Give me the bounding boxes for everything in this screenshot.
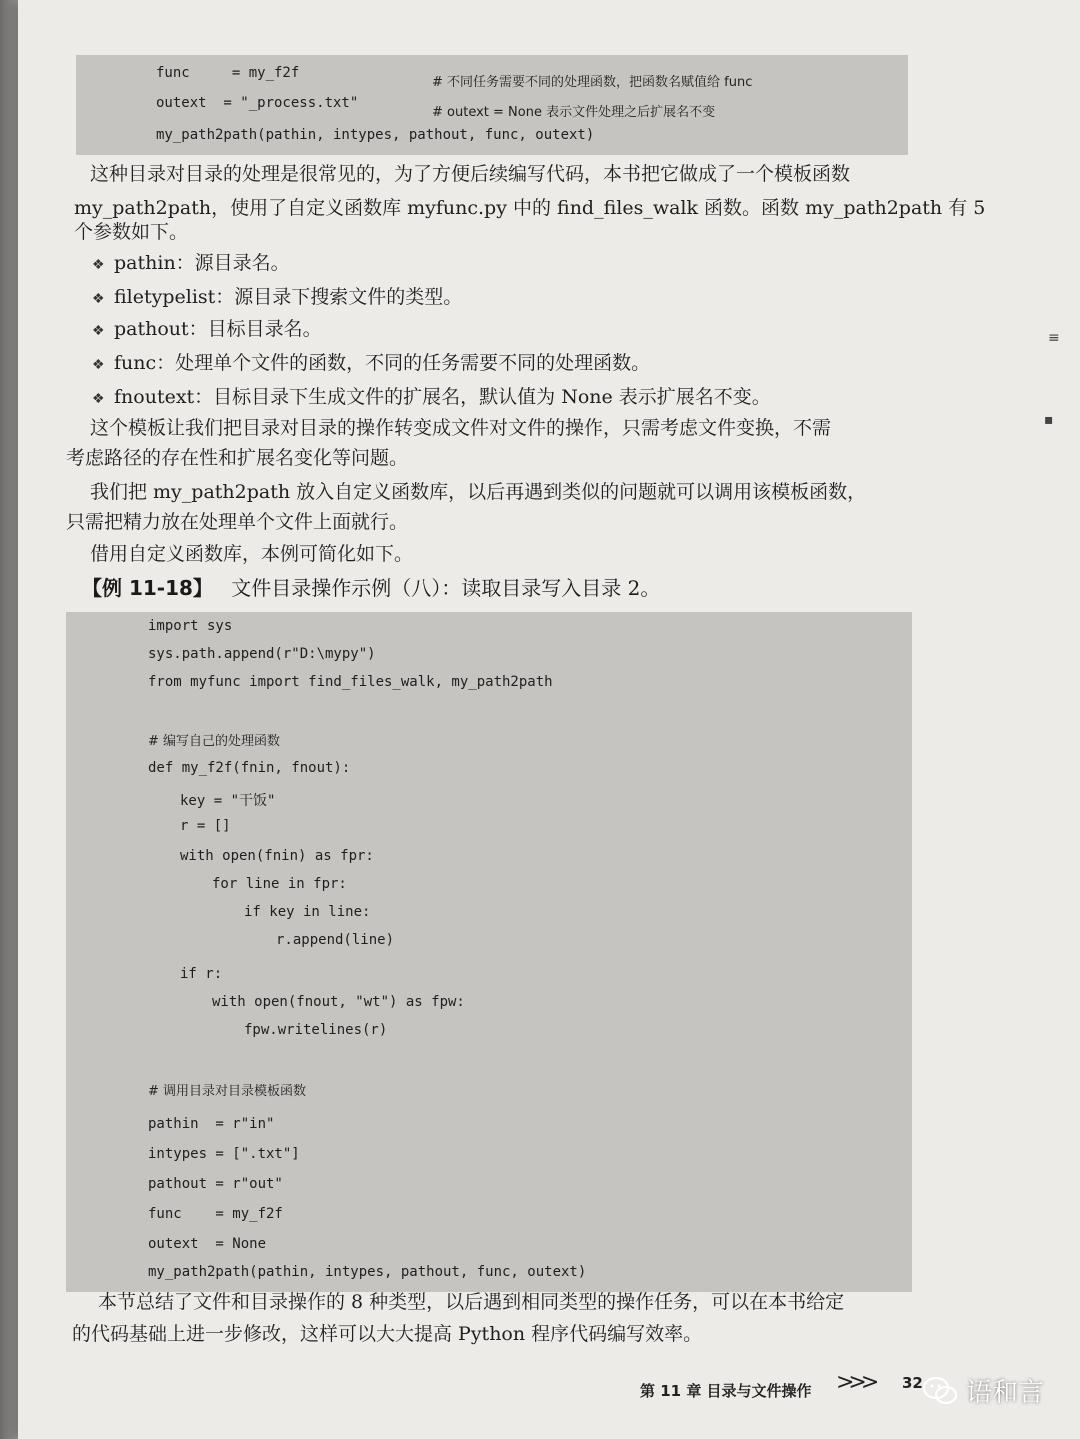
double-arrow-icon: >>>	[836, 1370, 874, 1395]
code-line: func = my_f2f	[148, 1206, 283, 1222]
code-line: r = []	[180, 818, 231, 834]
wechat-watermark	[922, 1372, 1044, 1409]
code-line: for line in fpr:	[212, 876, 347, 892]
summary-line-2: 的代码基础上进一步修改，这样可以大大提高 Python 程序代码编写效率。	[72, 1323, 703, 1345]
book-page	[18, 0, 1080, 1439]
book-spine-edge	[0, 0, 18, 1439]
page-number: 32	[902, 1374, 923, 1392]
intro-line-1: 这种目录对目录的处理是很常见的，为了方便后续编写代码，本书把它做成了一个模板函数	[90, 163, 851, 185]
code-line: if r:	[180, 966, 223, 982]
code-line: key = "干饭"	[180, 793, 276, 809]
chapter-footer: 第 11 章 目录与文件操作	[640, 1382, 812, 1400]
code-line: outext = "_process.txt"	[156, 95, 359, 111]
code-line: r.append(line)	[276, 932, 395, 948]
example-title: 文件目录操作示例（八）：读取目录写入目录 2。	[231, 576, 661, 600]
example-tag: 【例 11-18】	[82, 576, 213, 600]
code-line: my_path2path(pathin, intypes, pathout, func, outext)	[148, 1264, 587, 1280]
paragraph-3-line-2: 只需把精力放在处理单个文件上面就行。	[66, 511, 409, 533]
code-line: pathout = r"out"	[148, 1176, 283, 1192]
code-line: def my_f2f(fnin, fnout):	[148, 760, 351, 776]
param-item: ❖ pathin：源目录名。	[92, 252, 290, 274]
code-line: func = my_f2f	[156, 65, 300, 81]
diamond-bullet-icon: ❖	[92, 357, 105, 373]
param-item: ❖ fnoutext：目标目录下生成文件的扩展名，默认值为 None 表示扩展名不变。	[92, 386, 771, 408]
code-line: with open(fnin) as fpr:	[180, 848, 374, 864]
code-comment: # 调用目录对目录模板函数	[148, 1084, 307, 1099]
code-line: if key in line:	[244, 904, 371, 920]
example-heading	[82, 572, 660, 601]
main-code-block	[66, 612, 912, 1292]
diamond-bullet-icon: ❖	[92, 257, 105, 273]
code-line: import sys	[148, 618, 233, 634]
wechat-logo-icon	[922, 1376, 958, 1406]
top-code-block	[76, 55, 908, 155]
diamond-bullet-icon: ❖	[92, 323, 105, 339]
paragraph-2-line-2: 考虑路径的存在性和扩展名变化等问题。	[66, 447, 409, 469]
code-comment: # 编写自己的处理函数	[148, 734, 281, 749]
code-line: intypes = [".txt"]	[148, 1146, 300, 1162]
paragraph-2-line-1: 这个模板让我们把目录对目录的操作转变成文件对文件的操作，只需考虑文件变换，不需	[90, 417, 832, 439]
intro-line-3: 个参数如下。	[74, 221, 189, 243]
diamond-bullet-icon: ❖	[92, 391, 105, 407]
code-comment: # outext = None 表示文件处理之后扩展名不变	[432, 105, 716, 120]
paragraph-4: 借用自定义函数库，本例可简化如下。	[90, 543, 414, 565]
code-line: from myfunc import find_files_walk, my_path2path	[148, 674, 553, 690]
code-line: with open(fnout, "wt") as fpw:	[212, 994, 465, 1010]
diamond-bullet-icon: ❖	[92, 291, 105, 307]
code-line: my_path2path(pathin, intypes, pathout, func, outext)	[156, 127, 595, 143]
code-line: pathin = r"in"	[148, 1116, 275, 1132]
param-item: ❖ filetypelist：源目录下搜索文件的类型。	[92, 286, 463, 308]
code-line: outext = None	[148, 1236, 267, 1252]
intro-line-2: my_path2path，使用了自定义函数库 myfunc.py 中的 find_files_walk 函数。函数 my_path2path 有 5	[74, 197, 986, 219]
summary-line-1: 本节总结了文件和目录操作的 8 种类型，以后遇到相同类型的操作任务，可以在本书给定	[98, 1291, 845, 1313]
paragraph-3-line-1: 我们把 my_path2path 放入自定义函数库，以后再遇到类似的问题就可以调用该模板函数，	[90, 481, 867, 503]
code-comment: # 不同任务需要不同的处理函数，把函数名赋值给 func	[432, 75, 753, 90]
param-item: ❖ pathout：目标目录名。	[92, 318, 322, 340]
param-item: ❖ func：处理单个文件的函数，不同的任务需要不同的处理函数。	[92, 352, 651, 374]
margin-mark-icon: ≡	[1048, 330, 1060, 346]
margin-mark-icon: ▪	[1044, 412, 1054, 428]
code-line: fpw.writelines(r)	[244, 1022, 388, 1038]
watermark-text: 语和言	[965, 1378, 1044, 1408]
code-line: sys.path.append(r"D:\mypy")	[148, 646, 376, 662]
